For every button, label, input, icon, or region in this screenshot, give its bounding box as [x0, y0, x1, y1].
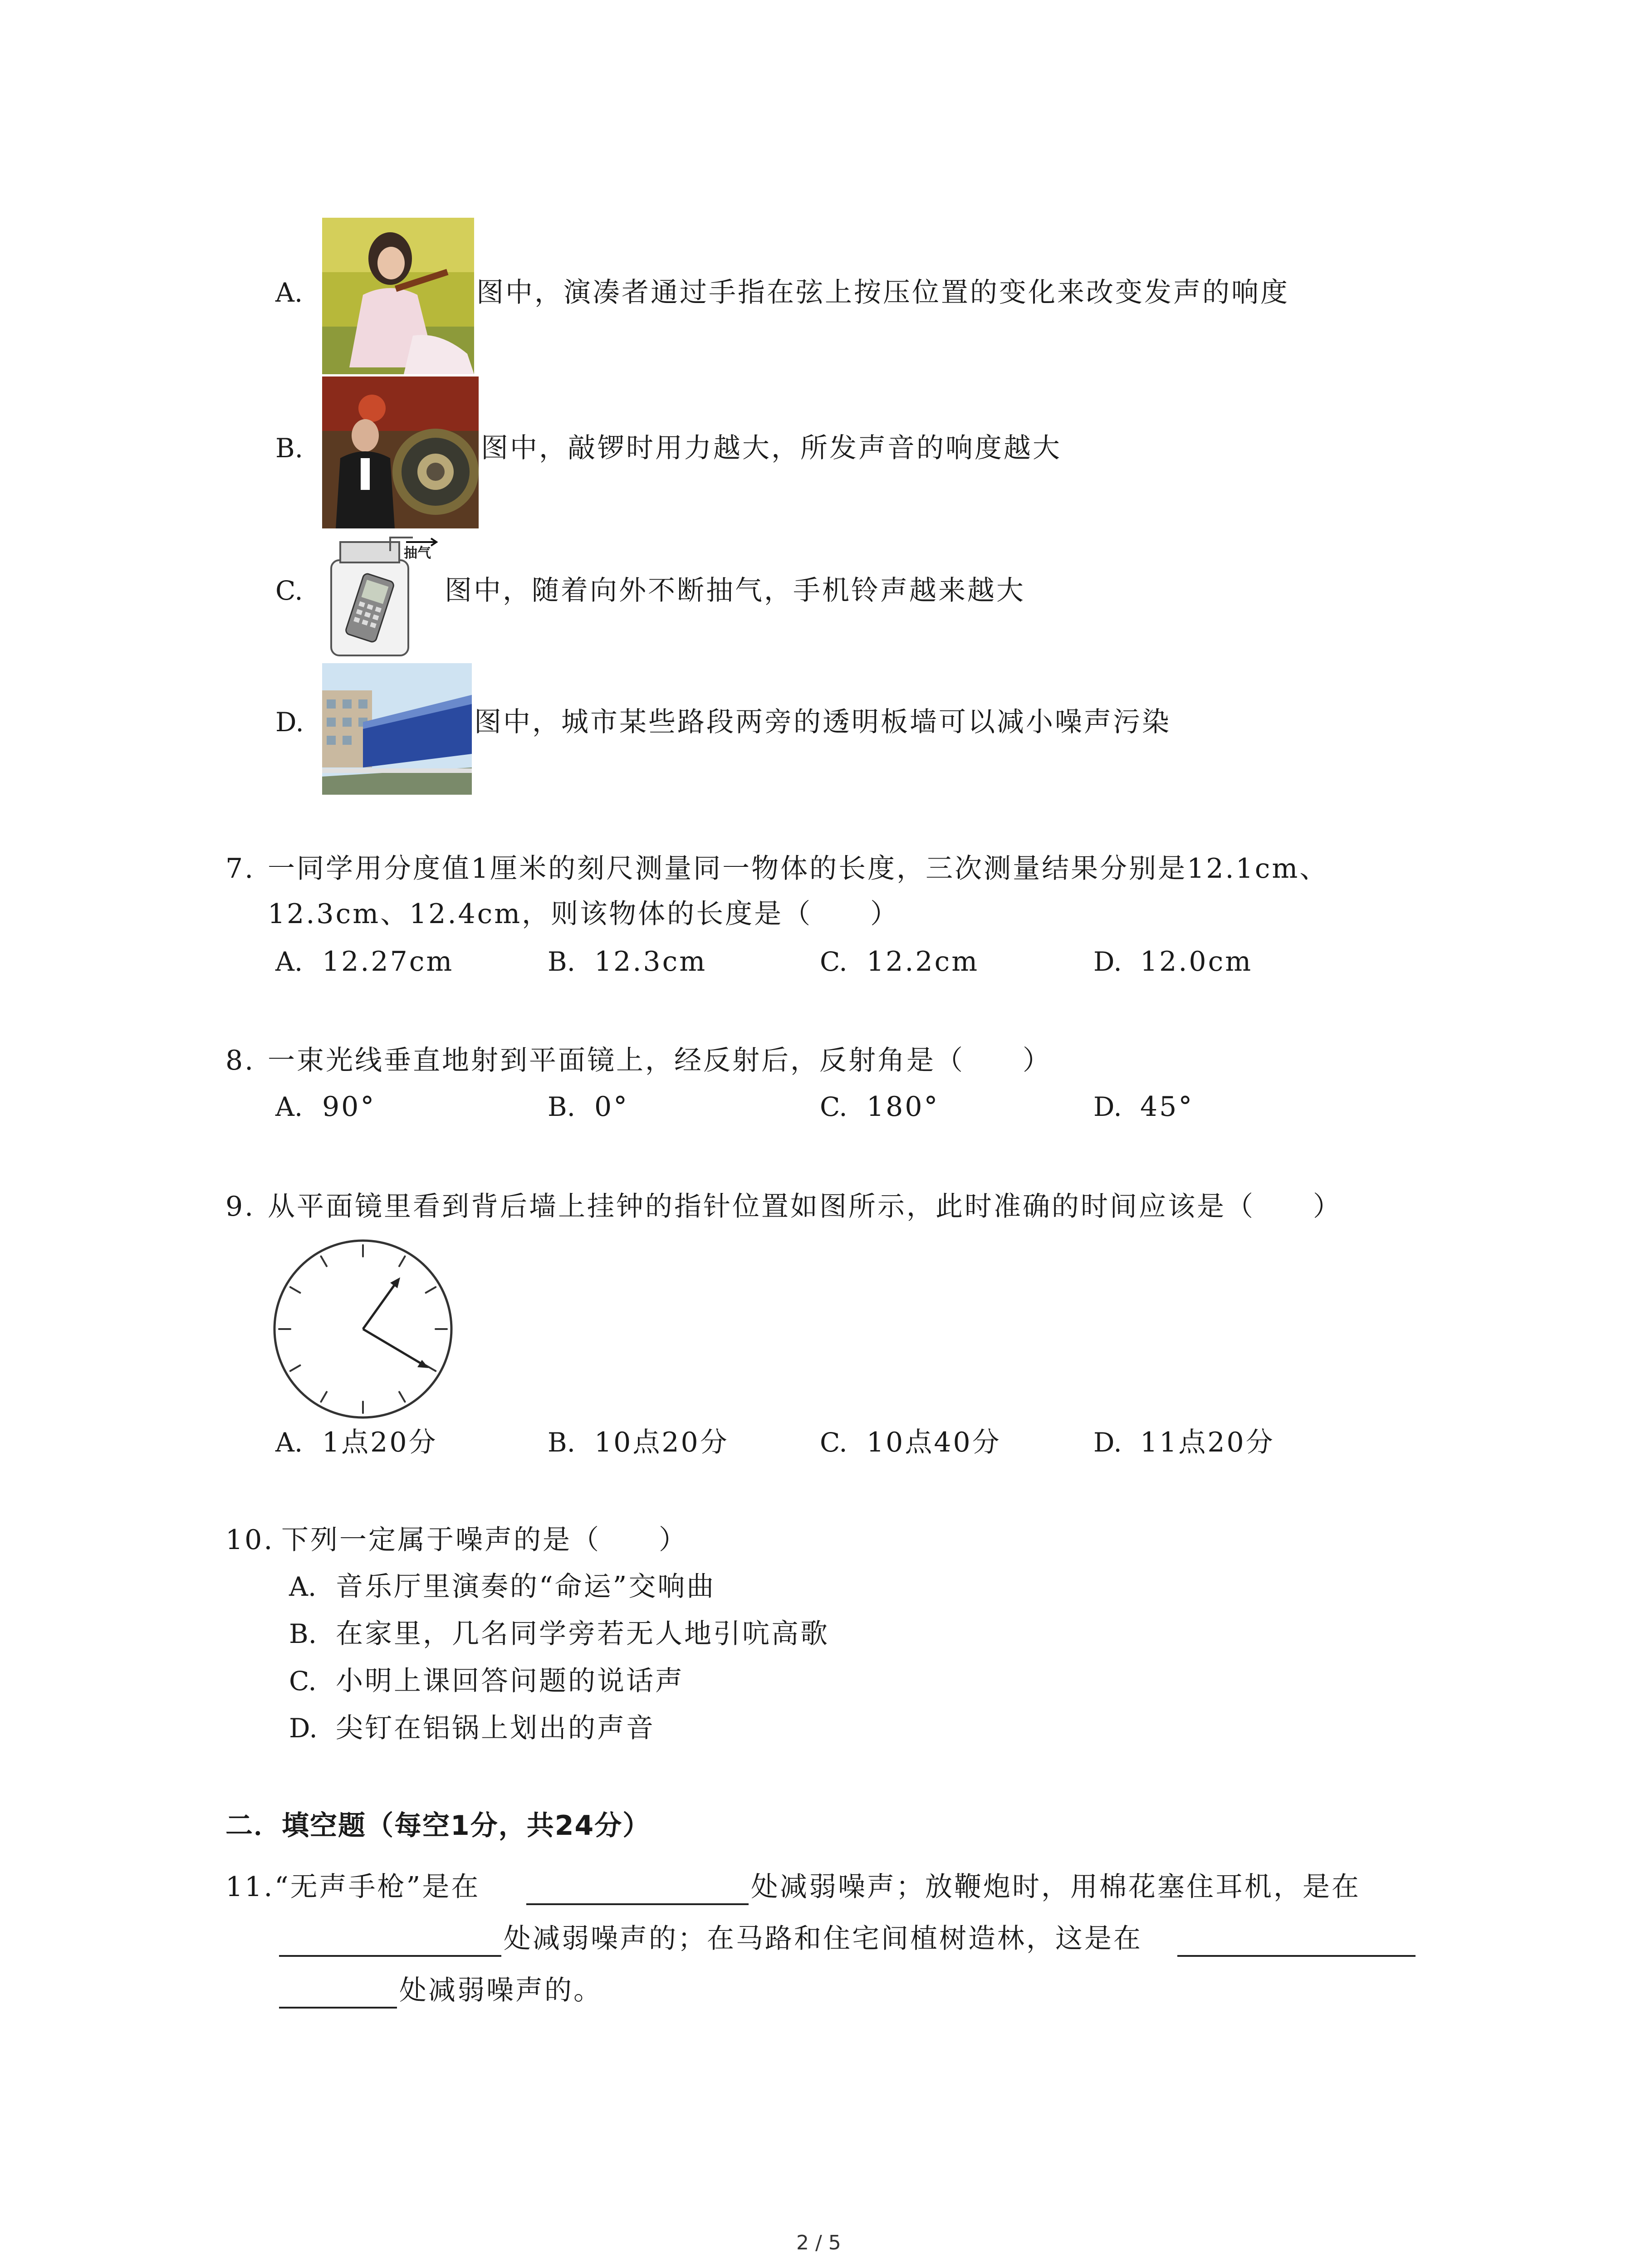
image-caption: 抽气	[404, 545, 431, 561]
question-stem-line1: 一同学用分度值1厘米的刻尺测量同一物体的长度，三次测量结果分别是12.1cm、	[268, 853, 1329, 885]
option-text: 图中，演凑者通过手指在弦上按压位置的变化来改变发声的响度	[476, 277, 1289, 308]
option-label: A.	[275, 1427, 303, 1458]
option-label: C.	[820, 1091, 847, 1122]
fill-text-part1: “无声手枪”是在	[274, 1871, 480, 1903]
option-label: A.	[289, 1571, 317, 1602]
option-text: 音乐厅里演奏的“命运”交响曲	[336, 1571, 716, 1603]
bell-jar-phone-figure	[322, 533, 440, 660]
question-stem: 下列一定属于噪声的是（ ）	[281, 1524, 688, 1556]
question-stem: 从平面镜里看到背后墙上挂钟的指针位置如图所示，此时准确的时间应该是（ ）	[268, 1191, 1342, 1222]
option-text: 0°	[594, 1091, 629, 1123]
option-label: A.	[275, 277, 303, 308]
option-text: 10点40分	[867, 1427, 1001, 1458]
answer-blank-2[interactable]	[279, 1955, 501, 1957]
option-label: D.	[1093, 1427, 1122, 1458]
gong-player-photo	[322, 376, 479, 528]
question-number: 11.	[225, 1871, 274, 1903]
option-text: 小明上课回答问题的说话声	[336, 1665, 684, 1697]
option-text: 图中，敲锣时用力越大，所发声音的响度越大	[481, 432, 1062, 464]
answer-blank-3b[interactable]	[279, 2007, 397, 2009]
section-heading: 二．填空题（每空1分，共24分）	[225, 1810, 651, 1842]
option-text: 12.2cm	[867, 946, 980, 978]
answer-blank-3a[interactable]	[1177, 1955, 1416, 1957]
fill-text-part4: 处减弱噪声的。	[399, 1975, 603, 2006]
question-number: 8.	[225, 1045, 255, 1076]
option-label: A.	[275, 1091, 303, 1122]
noise-barrier-photo	[322, 663, 472, 795]
answer-blank-1[interactable]	[526, 1903, 749, 1905]
question-number: 9.	[225, 1191, 255, 1222]
option-text: 11点20分	[1140, 1427, 1275, 1458]
option-text: 图中，随着向外不断抽气，手机铃声越来越大	[445, 575, 1025, 606]
option-label: D.	[1093, 1091, 1122, 1122]
option-text: 10点20分	[594, 1427, 729, 1458]
option-label: B.	[548, 946, 576, 977]
violinist-photo	[322, 218, 474, 374]
option-label: B.	[289, 1618, 317, 1649]
fill-text-part2: 处减弱噪声；放鞭炮时，用棉花塞住耳机，是在	[751, 1871, 1361, 1903]
option-label: B.	[548, 1427, 576, 1458]
option-label: D.	[1093, 946, 1122, 977]
option-text: 45°	[1140, 1091, 1194, 1123]
option-label: D.	[275, 707, 304, 738]
question-number: 10.	[225, 1524, 274, 1556]
option-label: C.	[289, 1666, 317, 1696]
question-number: 7.	[225, 853, 255, 885]
page-number: 2 / 5	[796, 2231, 841, 2254]
option-label: B.	[548, 1091, 576, 1122]
option-label: B.	[275, 433, 304, 464]
option-text: 12.0cm	[1140, 946, 1253, 978]
option-text: 180°	[867, 1091, 940, 1123]
question-stem: 一束光线垂直地射到平面镜上，经反射后，反射角是（ ）	[268, 1045, 1052, 1076]
mirror-clock-figure	[268, 1234, 458, 1424]
option-label: C.	[820, 946, 847, 977]
option-text: 图中，城市某些路段两旁的透明板墙可以减小噪声污染	[474, 706, 1171, 738]
option-text: 在家里，几名同学旁若无人地引吭高歌	[336, 1618, 829, 1650]
question-stem-line2: 12.3cm、12.4cm，则该物体的长度是（ ）	[268, 898, 900, 930]
option-text: 尖钉在铝锅上划出的声音	[336, 1712, 655, 1744]
option-label: D.	[289, 1713, 318, 1744]
option-text: 1点20分	[322, 1427, 438, 1458]
option-text: 12.27cm	[322, 946, 454, 978]
option-label: C.	[820, 1427, 847, 1458]
option-label: A.	[275, 946, 303, 977]
option-text: 12.3cm	[594, 946, 707, 978]
option-text: 90°	[322, 1091, 376, 1123]
fill-text-part3: 处减弱噪声的；在马路和住宅间植树造林，这是在	[504, 1923, 1142, 1955]
option-label: C.	[275, 575, 303, 606]
